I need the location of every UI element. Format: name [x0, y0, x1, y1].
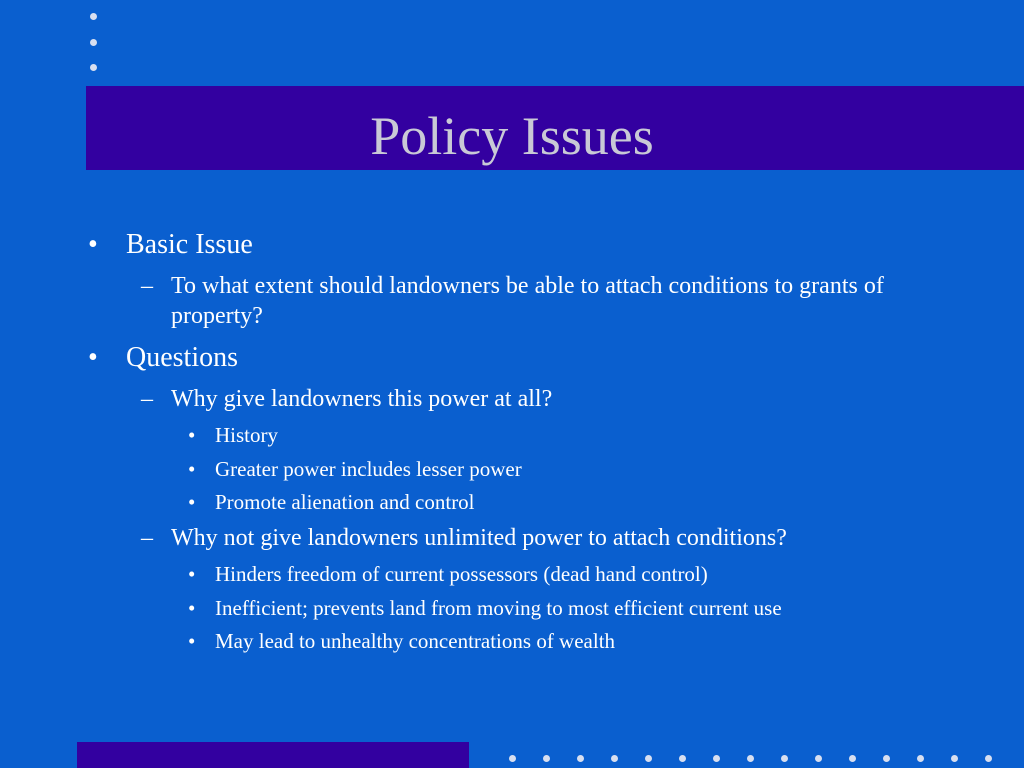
point-greater-power: Greater power includes lesser power: [215, 457, 522, 481]
dash-marker: –: [141, 386, 153, 412]
bottom-bar: [77, 742, 469, 768]
decor-dot: [509, 755, 516, 762]
decor-dot: [645, 755, 652, 762]
small-bullet-marker: •: [188, 562, 196, 586]
decor-dot: [985, 755, 992, 762]
decor-dot: [747, 755, 754, 762]
slide-title: Policy Issues: [370, 106, 654, 166]
decor-dot: [917, 755, 924, 762]
decor-dot: [951, 755, 958, 762]
small-bullet-marker: •: [188, 457, 196, 481]
decor-dot: [679, 755, 686, 762]
sub-bullet-why-not: Why not give landowners unlimited power to attach conditions?: [171, 525, 787, 551]
point-history: History: [215, 423, 278, 447]
bullet-basic-issue: Basic Issue: [126, 229, 253, 260]
small-bullet-marker: •: [188, 596, 196, 620]
sub-bullet-why-give: Why give landowners this power at all?: [171, 386, 553, 412]
decor-dot: [849, 755, 856, 762]
small-bullet-marker: •: [188, 490, 196, 514]
dash-marker: –: [141, 525, 153, 551]
dash-marker: –: [141, 273, 153, 299]
sub-bullet-extent: To what extent should landowners be able to attach conditions to grants of property?: [171, 273, 884, 329]
bullet-marker: •: [88, 229, 98, 260]
decor-dot: [611, 755, 618, 762]
decor-dot: [90, 13, 97, 20]
decor-dot: [781, 755, 788, 762]
small-bullet-marker: •: [188, 629, 196, 653]
decor-dot: [883, 755, 890, 762]
bullet-marker: •: [88, 342, 98, 373]
point-promote-alienation: Promote alienation and control: [215, 490, 475, 514]
decor-dot: [90, 64, 97, 71]
bullet-questions: Questions: [126, 342, 238, 373]
decor-dot: [90, 39, 97, 46]
small-bullet-marker: •: [188, 423, 196, 447]
point-concentrations: May lead to unhealthy concentrations of wealth: [215, 629, 616, 653]
decor-dot: [815, 755, 822, 762]
decor-dot: [577, 755, 584, 762]
point-hinders-freedom: Hinders freedom of current possessors (dead hand control): [215, 562, 708, 586]
decor-dot: [543, 755, 550, 762]
point-inefficient: Inefficient; prevents land from moving to most efficient current use: [215, 596, 782, 620]
decor-dot: [713, 755, 720, 762]
